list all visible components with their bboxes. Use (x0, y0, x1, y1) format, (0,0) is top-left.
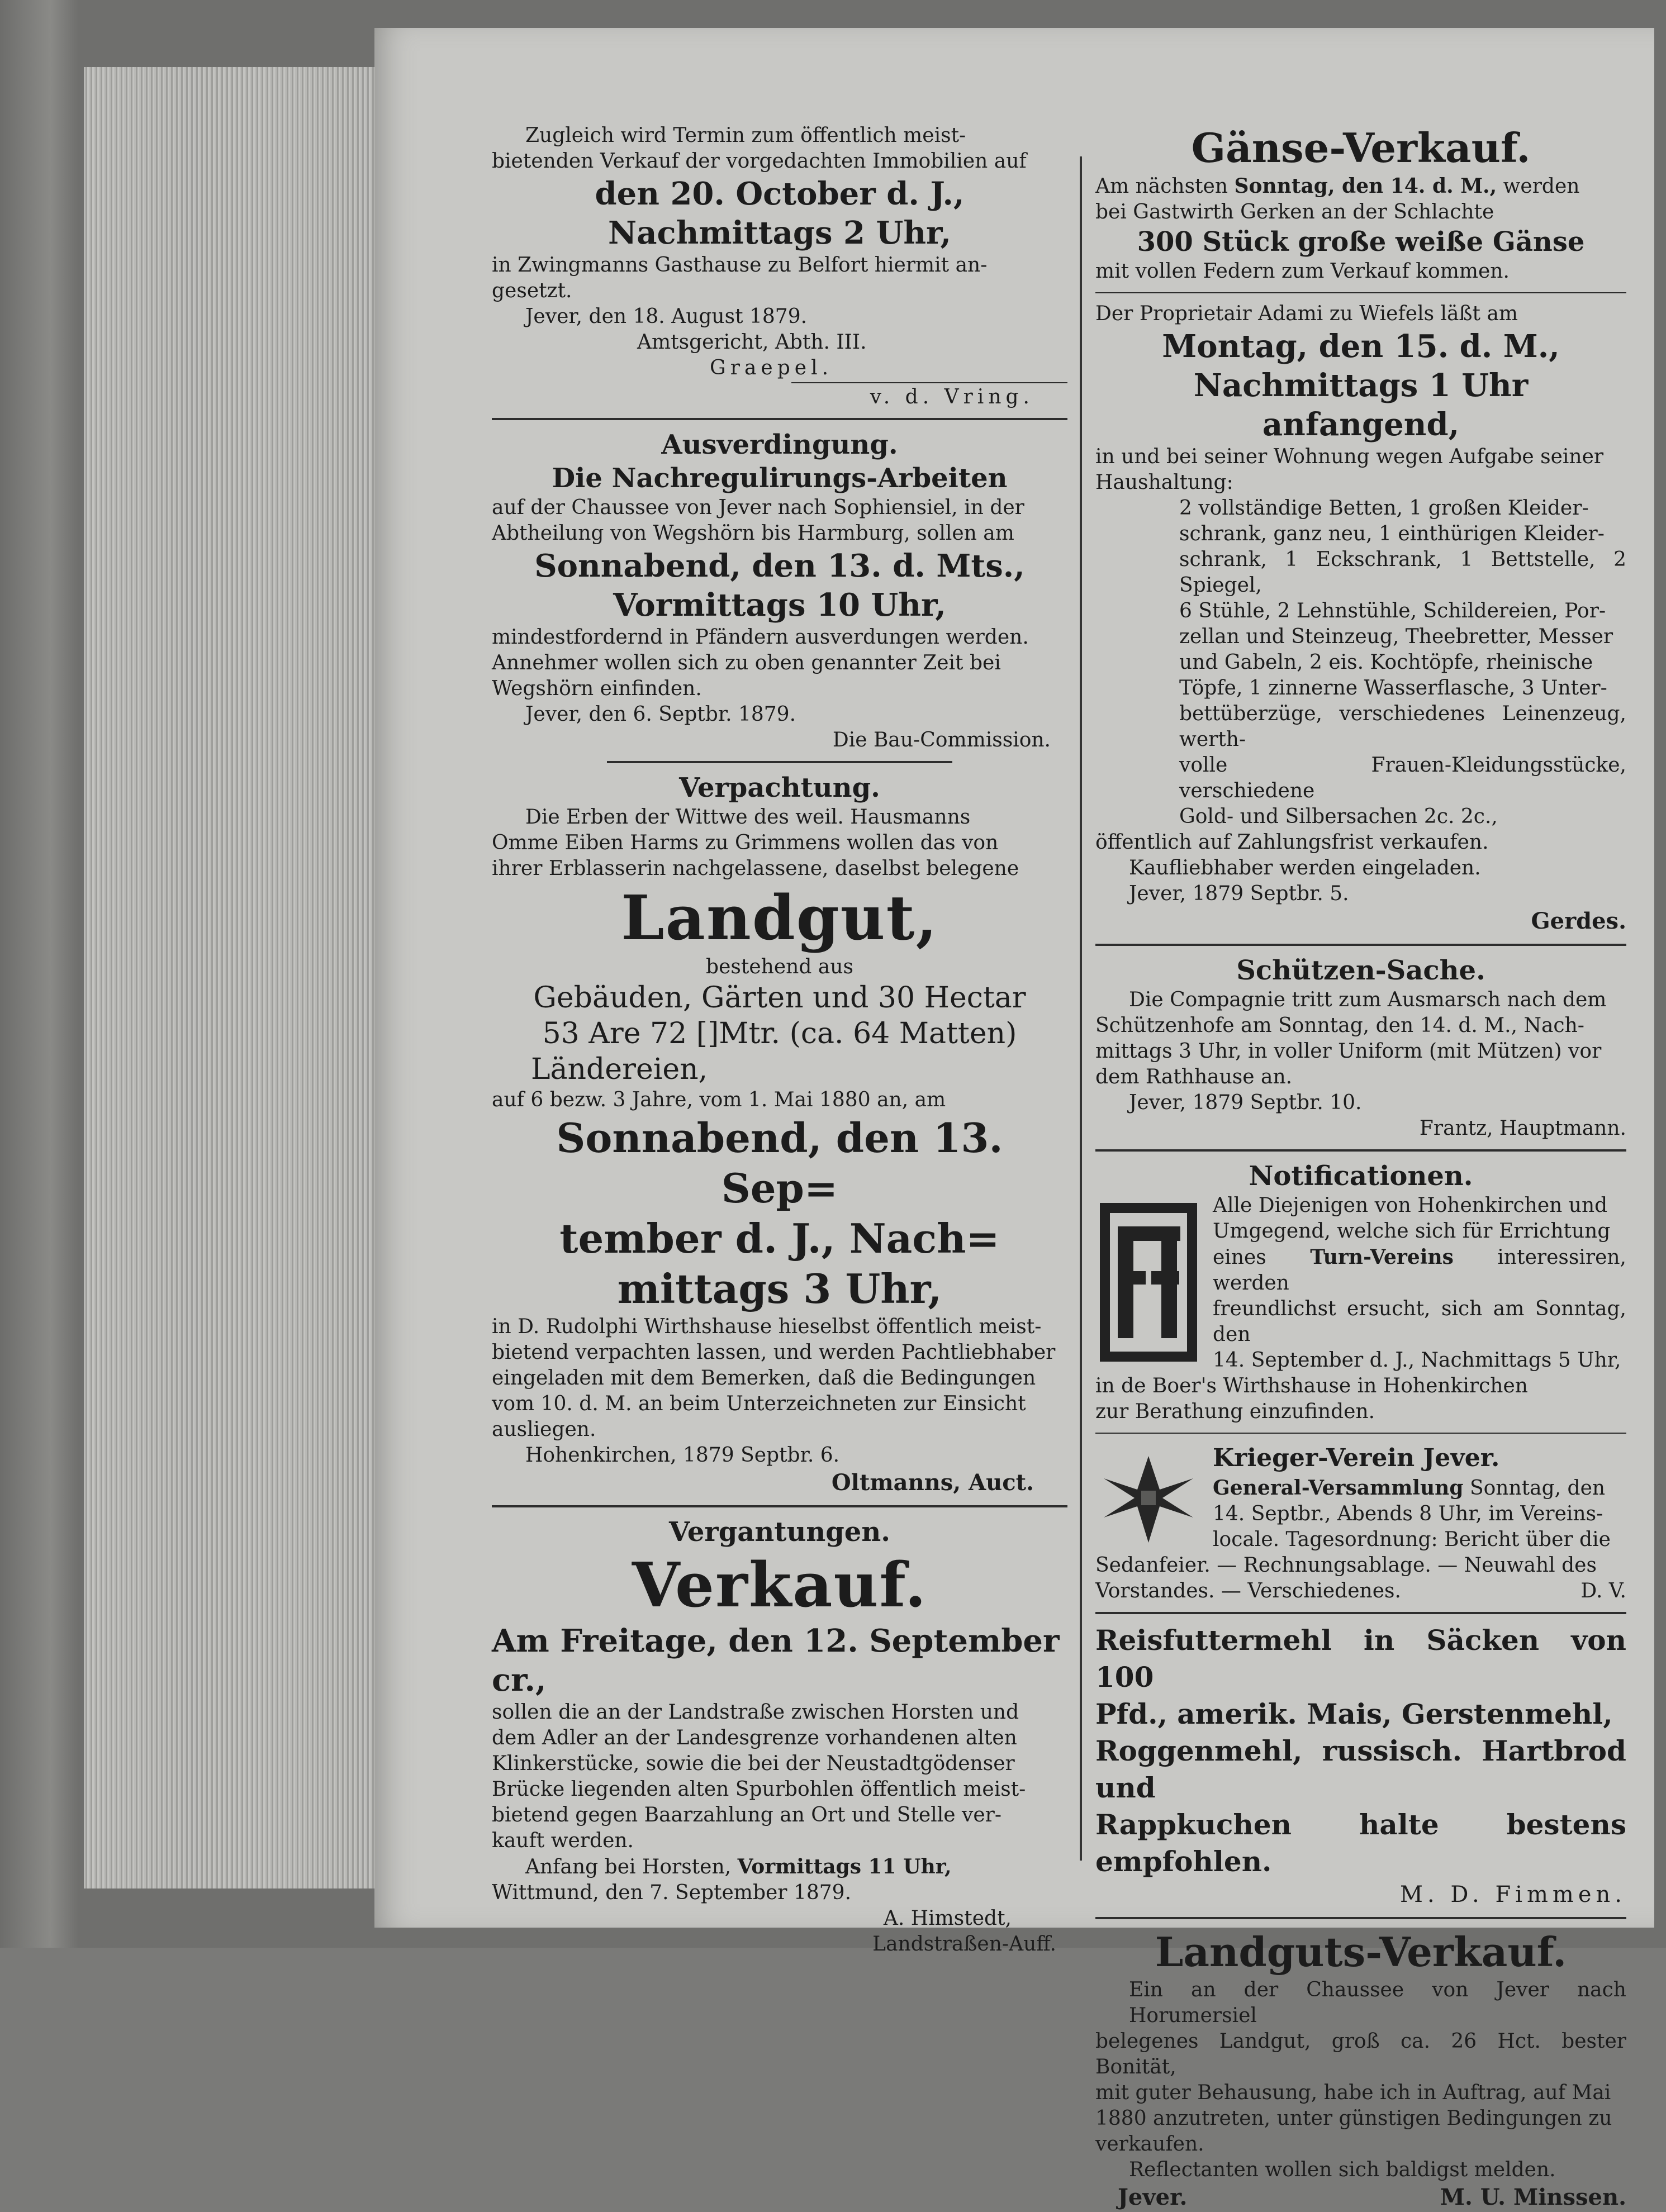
signature: Oltmanns, Auct. (831, 1469, 1034, 1496)
text-line: mit vollen Federn zum Verkauf kommen. (1095, 260, 1510, 283)
ad-adami (1095, 301, 1626, 936)
text-line: Reflectanten wollen sich baldigst melden. (1129, 2158, 1556, 2181)
text-line: in de Boer's Wirthshause in Hohenkirchen (1095, 1374, 1528, 1397)
text-line: Klinkerstücke, sowie die bei der Neustadtgödenser (492, 1752, 1015, 1775)
list-item: Töpfe, 1 zinnerne Wasserflasche, 3 Unter- (1179, 677, 1607, 700)
text-line: Der Proprietair Adami zu Wiefels läßt am (1095, 302, 1518, 325)
text-line: Pfd., amerik. Mais, Gerstenmehl, (1095, 1697, 1613, 1730)
divider (1095, 1612, 1626, 1614)
signature: Frantz, Hauptmann. (1419, 1117, 1626, 1140)
ad-date: Montag, den 15. d. M., (1162, 328, 1560, 365)
ad-date: Sonnabend, den 13. Sep= (556, 1114, 1003, 1212)
divider (1095, 1149, 1626, 1152)
ad-ausverdingung (492, 428, 1067, 753)
text-span: Vorstandes. — Verschiedenes. (1095, 1580, 1401, 1602)
text-line: öffentlich auf Zahlungsfrist verkaufen. (1095, 831, 1489, 854)
text-line: Sedanfeier. — Rechnungsablage. — Neuwahl des (1095, 1554, 1597, 1577)
ad-schuetzen (1095, 954, 1626, 1141)
signature: Graepel. (710, 356, 833, 379)
text-span-bold: Turn-Vereins (1310, 1245, 1454, 1269)
text-line: mit guter Behausung, habe ich in Auftrag, auf Mai (1095, 2081, 1611, 2104)
text-line: Alle Diejenigen von Hohenkirchen und (1213, 1194, 1608, 1217)
ad-title: Krieger-Verein Jever. (1213, 1444, 1500, 1472)
text-line: mittags 3 Uhr, in voller Uniform (mit Mützen) vor (1095, 1040, 1602, 1063)
dateline: Wittmund, den 7. September 1879. (492, 1881, 852, 1904)
text-span: Anfang bei Horsten, (525, 1856, 732, 1878)
list-item: bettüberzüge, verschiedenes Leinenzeug, werth- (1179, 702, 1626, 751)
text-span: interessiren, werden (1213, 1246, 1626, 1295)
ad-subtitle: Die Nachregulirungs-Arbeiten (552, 463, 1008, 494)
text-line: eingeladen mit dem Bemerken, daß die Bedingungen (492, 1367, 1036, 1390)
ad-title: Verpachtung. (679, 772, 880, 803)
text-line: 14. September d. J., Nachmittags 5 Uhr, (1213, 1349, 1621, 1372)
text-line: Ein an der Chaussee von Jever nach Horumersiel (1129, 1978, 1626, 2027)
signature: v. d. Vring. (870, 386, 1034, 408)
list-item: schrank, 1 Eckschrank, 1 Bettstelle, 2 Spiegel, (1179, 548, 1626, 597)
ad-headline: Landgut, (621, 882, 938, 954)
divider (492, 1505, 1067, 1507)
text-line: bestehend aus (706, 955, 853, 978)
text-line: bietenden Verkauf der vorgedachten Immobilien auf (492, 150, 1027, 173)
text-line: kauft werden. (492, 1829, 634, 1852)
dateline: Jever, 1879 Septbr. 5. (1129, 882, 1349, 905)
text-line (1095, 173, 1626, 199)
ad-title: Vergantungen. (669, 1516, 890, 1548)
divider (607, 761, 952, 763)
divider (1095, 292, 1626, 293)
text-line: Die Erben der Wittwe des weil. Hausmanns (525, 806, 971, 829)
ad-title: Gänse-Verkauf. (1191, 124, 1531, 172)
text-line: Kaufliebhaber werden eingeladen. (1129, 857, 1481, 879)
text-line: zur Berathung einzufinden. (1095, 1400, 1375, 1423)
text-line: belegenes Landgut, groß ca. 26 Hct. bester Bonität, (1095, 2030, 1626, 2078)
text-line: Reisfuttermehl in Säcken von 100 (1095, 1624, 1626, 1694)
text-line: Abtheilung von Wegshörn bis Harmburg, sollen am (492, 522, 1014, 545)
ad-date: tember d. J., Nach= (559, 1215, 1000, 1262)
ad-verpachtung (492, 771, 1067, 1497)
text-line: in Zwingmanns Gasthause zu Belfort hiermit an- (492, 254, 988, 277)
ad-termin (492, 123, 1067, 410)
ad-title: Landguts-Verkauf. (1155, 1928, 1567, 1976)
signature: D. V. (1580, 1580, 1626, 1602)
signature-role: Landstraßen-Auff. (872, 1933, 1056, 1956)
ad-title: Schützen-Sache. (1236, 955, 1485, 986)
text-line: bietend gegen Baarzahlung an Ort und Stelle ver- (492, 1804, 1002, 1826)
text-line: 1880 anzutreten, unter günstigen Bedingungen zu (1095, 2107, 1612, 2130)
text-span: Am nächsten (1095, 175, 1228, 198)
column-rule (1080, 156, 1082, 1861)
ad-headline: 300 Stück große weiße Gänse (1137, 226, 1585, 258)
turnverein-emblem-icon (1095, 1198, 1202, 1366)
text-line: sollen die an der Landstraße zwischen Horsten und (492, 1701, 1019, 1724)
list-item: und Gabeln, 2 eis. Kochtöpfe, rheinische (1179, 651, 1593, 674)
text-line: Haushaltung: (1095, 471, 1233, 494)
text-line: mindestfordernd in Pfändern ausverdungen werden. (492, 626, 1029, 649)
text-line: vom 10. d. M. an beim Unterzeichneten zur Einsicht (492, 1392, 1026, 1415)
list-item: volle Frauen-Kleidungsstücke, verschiedene (1179, 754, 1626, 802)
divider (1095, 1917, 1626, 1919)
text-span-bold: General-Versammlung (1213, 1476, 1464, 1500)
list-item: Gold- und Silbersachen 2c. 2c., (1179, 805, 1498, 828)
text-line: bei Gastwirth Gerken an der Schlachte (1095, 201, 1494, 223)
item-list (1095, 496, 1626, 830)
ad-title: Ausverdingung. (661, 429, 898, 460)
text-line: auf 6 bezw. 3 Jahre, vom 1. Mai 1880 an, am (492, 1088, 946, 1111)
text-line: Wegshörn einfinden. (492, 677, 702, 700)
property-detail: Gebäuden, Gärten und 30 Hectar (533, 981, 1026, 1015)
text-line: 14. Septbr., Abends 8 Uhr, im Vereins- (1213, 1502, 1603, 1525)
text-line: Zugleich wird Termin zum öffentlich meist- (525, 124, 966, 147)
signature: M. U. Minssen. (1440, 2184, 1626, 2210)
ad-time: Nachmittags 1 Uhr anfangend, (1193, 367, 1529, 443)
text-span: Sonntag, den (1469, 1477, 1606, 1500)
text-line: auf der Chaussee von Jever nach Sophiensiel, in der (492, 496, 1024, 519)
place-name: Jever. (1118, 2184, 1188, 2210)
page-stack-edge (84, 67, 377, 1888)
newspaper-page (374, 28, 1654, 2210)
ad-notifications (1095, 1159, 1626, 1425)
text-line: in und bei seiner Wohnung wegen Aufgabe seiner (1095, 445, 1604, 468)
divider (492, 418, 1067, 420)
court-name: Amtsgericht, Abth. III. (637, 331, 867, 354)
ad-headline: Verkauf. (632, 1549, 928, 1621)
text-line: in D. Rudolphi Wirthshause hieselbst öffentlich meist- (492, 1315, 1042, 1338)
signature: A. Himstedt, (883, 1907, 1012, 1930)
text-line: Schützenhofe am Sonntag, den 14. d. M., Nach- (1095, 1014, 1584, 1037)
ad-krieger (1095, 1442, 1626, 1604)
iron-cross-icon (1095, 1445, 1202, 1551)
text-line: locale. Tagesordnung: Bericht über die (1213, 1528, 1611, 1551)
text-line: verkaufen. (1095, 2133, 1204, 2156)
text-line: Omme Eiben Harms zu Grimmens wollen das von (492, 831, 999, 854)
ad-date: Sonnabend, den 13. d. Mts., (534, 548, 1025, 584)
dateline: Jever, 1879 Septbr. 10. (1129, 1091, 1362, 1114)
text-line: dem Rathhause an. (1095, 1065, 1293, 1088)
ad-date: den 20. October d. J., (595, 175, 965, 212)
divider (1095, 1433, 1626, 1434)
text-line: dem Adler an der Landesgrenze vorhandenen alten (492, 1726, 1017, 1749)
text-line: Brücke liegenden alten Spurbohlen öffentlich meist- (492, 1778, 1026, 1801)
list-item: zellan und Steinzeug, Theebretter, Messer (1179, 625, 1613, 648)
dateline: Jever, den 6. Septbr. 1879. (525, 703, 796, 726)
text-line: Roggenmehl, russisch. Hartbrod und (1095, 1734, 1626, 1804)
ad-reisfutter (1095, 1622, 1626, 1909)
text-line: Umgegend, welche sich für Errichtung (1213, 1220, 1611, 1243)
ad-title: Notificationen. (1249, 1160, 1473, 1192)
text-line: ihrer Erblasserin nachgelassene, daselbst belegene (492, 857, 1019, 880)
ad-landguts (1095, 1927, 1626, 2212)
divider (1095, 944, 1626, 946)
text-line (1095, 1578, 1626, 1604)
signature: Die Bau-Commission. (832, 729, 1051, 751)
text-line: bietend verpachten lassen, und werden Pachtliebhaber (492, 1341, 1056, 1364)
dateline: Jever, den 18. August 1879. (525, 305, 808, 328)
text-line: ausliegen. (492, 1418, 596, 1441)
ad-date: mittags 3 Uhr, (617, 1265, 942, 1312)
ad-time: Nachmittags 2 Uhr, (608, 215, 951, 251)
signature: Gerdes. (1531, 908, 1626, 934)
divider (791, 382, 1067, 383)
right-column (1095, 123, 1626, 2212)
text-span: eines (1213, 1246, 1266, 1269)
text-span: werden (1503, 175, 1580, 198)
text-line: Annehmer wollen sich zu oben genannter Zeit bei (492, 651, 1001, 674)
ad-date: Am Freitage, den 12. September cr., (492, 1623, 1060, 1699)
dateline: Hohenkirchen, 1879 Septbr. 6. (525, 1444, 840, 1467)
text-line: Die Compagnie tritt zum Ausmarsch nach dem (1129, 988, 1607, 1011)
text-line: Rappkuchen halte bestens empfohlen. (1095, 1808, 1626, 1878)
ad-vergantungen (492, 1515, 1067, 1957)
list-item: schrank, ganz neu, 1 einthürigen Kleider- (1179, 522, 1605, 545)
list-item: 6 Stühle, 2 Lehnstühle, Schildereien, Por- (1179, 600, 1606, 622)
ad-gaense (1095, 123, 1626, 284)
signature-line (1095, 2183, 1626, 2212)
text-span-bold: Vormittags 11 Uhr, (737, 1855, 952, 1878)
property-detail: 53 Are 72 []Mtr. (ca. 64 Matten) (542, 1017, 1017, 1050)
text-line: freundlichst ersucht, sich am Sonntag, den (1213, 1297, 1626, 1346)
text-span-bold: Sonntag, den 14. d. M., (1234, 174, 1497, 198)
left-column (492, 123, 1067, 1957)
text-line (492, 1854, 1067, 1880)
text-line: gesetzt. (492, 279, 572, 302)
list-item: 2 vollständige Betten, 1 großen Kleider- (1179, 497, 1589, 520)
ad-time: Vormittags 10 Uhr, (613, 587, 946, 624)
signature: M. D. Fimmen. (1399, 1882, 1626, 1907)
property-detail: Ländereien, (531, 1053, 708, 1086)
